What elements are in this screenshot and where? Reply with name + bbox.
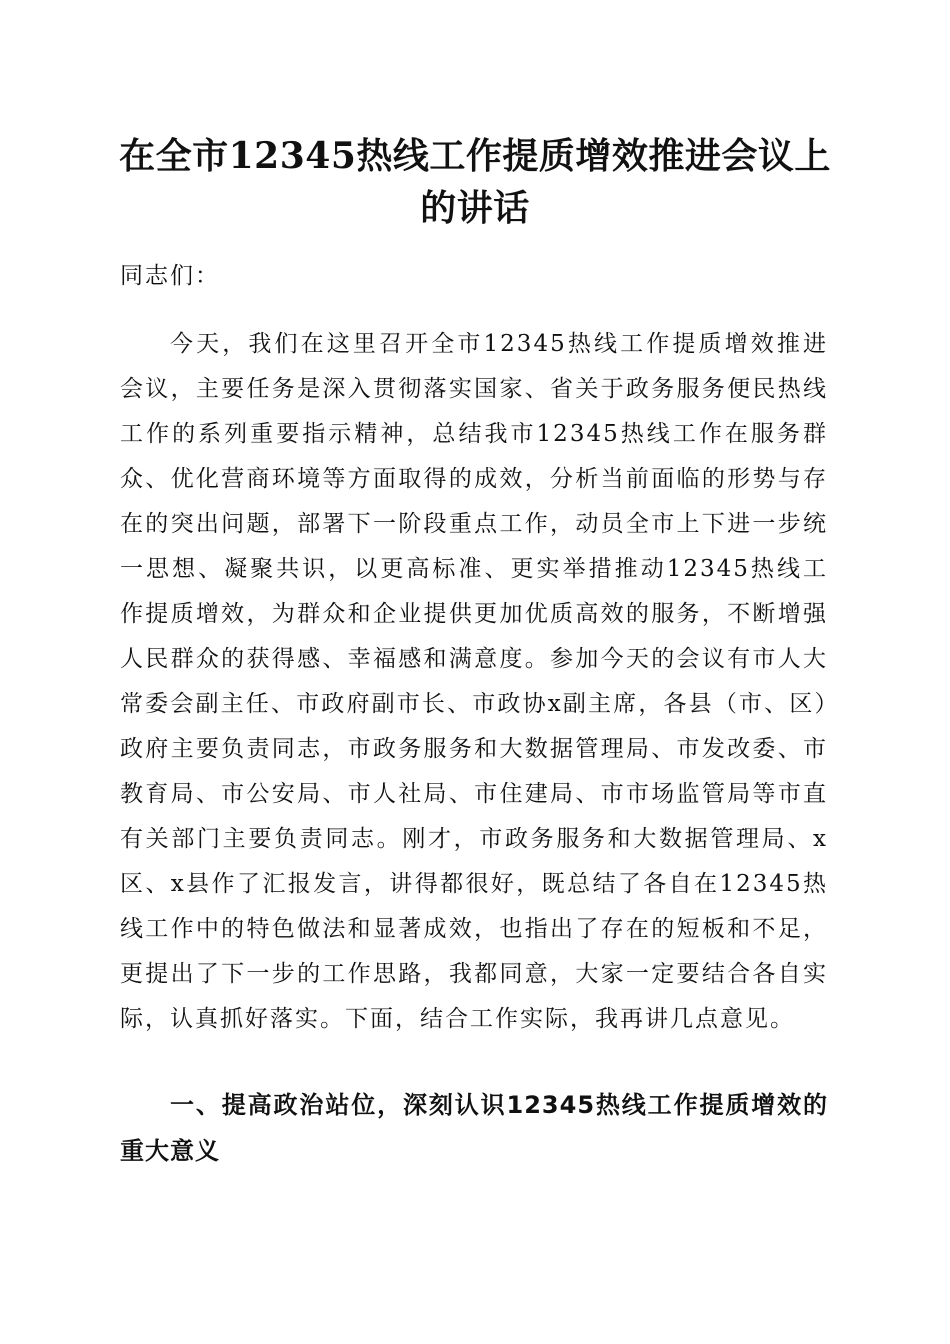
section-heading: 一、提高政治站位，深刻认识12345热线工作提质增效的重大意义 bbox=[120, 1091, 828, 1165]
document-title: 在全市12345热线工作提质增效推进会议上的讲话 bbox=[119, 135, 831, 229]
body-paragraph: 今天，我们在这里召开全市12345热线工作提质增效推进会议，主要任务是深入贯彻落实国家、省关于政务服务便民热线工作的系列重要指示精神，总结我市12345热线工作在服务群众、优化营商环境等方面取得的成效，分析当前面临的形势与存在的突出问题，部署下一阶段重点工作，动员全市上下进一步统一思想、凝聚共识，以更高标准、更实举措推动12345热线工作提质增效，为群众和企业提供更加优质高效的服务，不断增强人民群众的获得感、幸福感和满意度。参加今天的会议有市人大常委会副主任、市政府副市长、市政协x副主席，各县（市、区）政府主要负责同志，市政务服务和大数据管理局、市发改委、市教育局、市公安局、市人社局、市住建局、市市场监管局等市直有关部门主要负责同志。刚才，市政务服务和大数据管理局、x区、x县作了汇报发言，讲得都很好，既总结了各自在12345热线工作中的特色做法和显著成效，也指出了存在的短板和不足，更提出了下一步的工作思路，我都同意，大家一定要结合各自实际，认真抓好落实。下面，结合工作实际，我再讲几点意见。 bbox=[120, 331, 828, 1032]
salutation: 同志们： bbox=[120, 263, 220, 289]
